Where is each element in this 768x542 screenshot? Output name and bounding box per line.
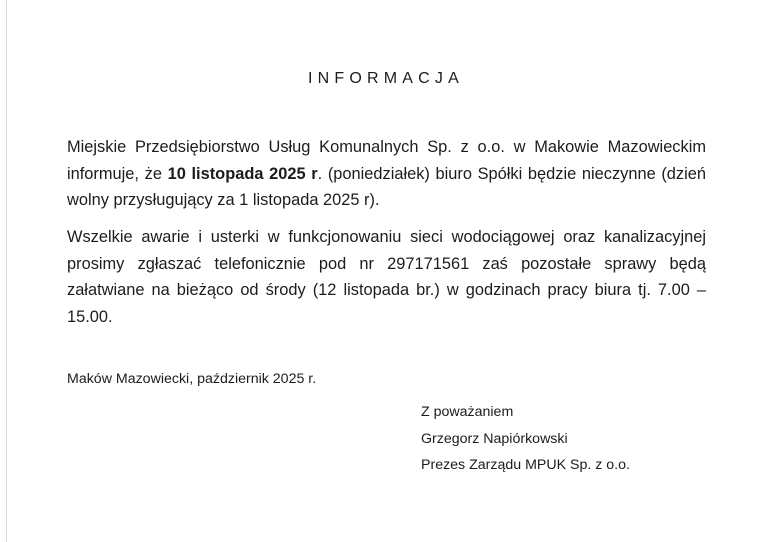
place-and-date: Maków Mazowiecki, październik 2025 r.	[67, 371, 317, 387]
announcement-text-intro: Miejskie Przedsiębiorstwo Usług Komunalnych Sp. z o.o. w Makowie Mazowieckim informuje, że	[67, 138, 706, 183]
signatory-name: Grzegorz Napiórkowski	[421, 430, 568, 447]
emergency-contact-paragraph: Wszelkie awarie i usterki w funkcjonowaniu sieci wodociągowej oraz kanalizacyjnej prosimy zgłaszać telefonicznie pod nr 297171561 zaś pozostałe sprawy będą załatwiane na bieżąco od środy (12 listopada br.) w godzinach pracy biura tj. 7.00 – 15.00.	[67, 228, 706, 326]
closure-date-bold: 10 listopada 2025 r	[167, 164, 318, 183]
signatory-position: Prezes Zarządu MPUK Sp. z o.o.	[421, 457, 630, 473]
announcement-paragraph	[67, 134, 706, 214]
document-title: INFORMACJA	[308, 70, 464, 87]
signature-block	[421, 399, 630, 479]
signature-greeting: Z poważaniem	[421, 404, 514, 420]
announcement-text-rest: . (poniedziałek) biuro Spółki będzie nieczynne (dzień wolny przysługujący za 1 listopada 2025 r).	[67, 164, 706, 209]
